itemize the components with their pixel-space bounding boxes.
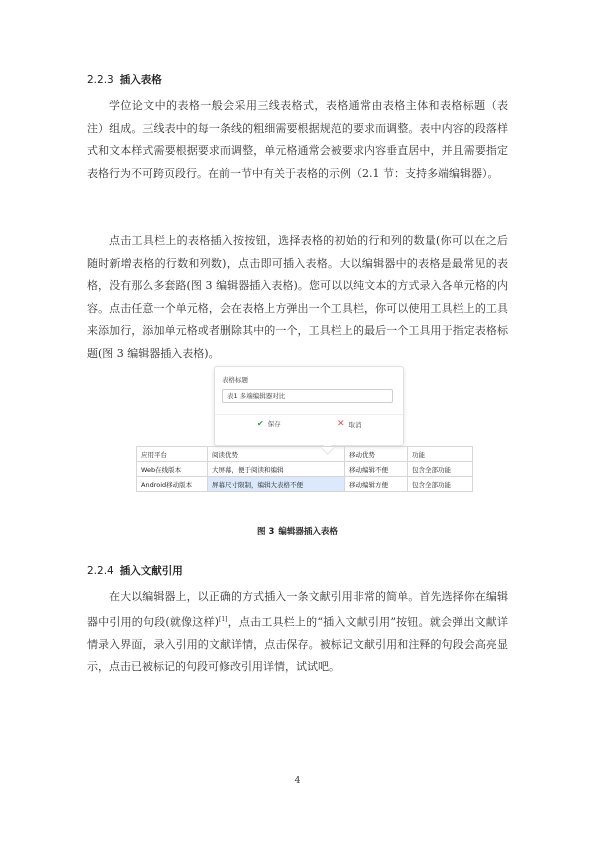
page-number: 4 bbox=[294, 776, 301, 786]
table-cell[interactable]: Android移动版本 bbox=[137, 477, 208, 492]
table-header-row bbox=[137, 447, 473, 462]
caption-input[interactable]: 表1 多端编辑器对比 bbox=[222, 389, 393, 403]
popup-title: 表格标题 bbox=[222, 376, 248, 384]
paragraph-table-insert: 点击工具栏上的表格插入按按钮，选择表格的初始的行和列的数量(你可以在之后随时新增表格的行数和列数)，点击即可插入表格。大以编辑器中的表格是最常见的表格，没有那么多套路(图 3 编辑器插入表格)。您可以以纯文本的方式录入各单元格的内容。点击任意一个单元格，会在表格上方弹出一个工具栏，你可以使用工具栏上的工具来添加行，添加单元格或者删除其中的一个，工具栏上的最后一个工具用于指定表格标题(图 3 编辑器插入表格)。 bbox=[87, 234, 508, 360]
section-number: 2.2.4 bbox=[87, 565, 114, 577]
check-icon: ✔ bbox=[257, 419, 264, 428]
caption-label: 图 3 bbox=[257, 527, 275, 537]
section-number: 2.2.3 bbox=[87, 74, 114, 86]
cancel-label: 取消 bbox=[348, 420, 362, 429]
figure-editor-insert-table bbox=[136, 360, 476, 515]
comparison-table bbox=[136, 446, 473, 492]
section-heading-2-2-3 bbox=[87, 72, 162, 87]
table-header-cell[interactable]: 功能 bbox=[408, 447, 473, 462]
cancel-button[interactable] bbox=[337, 419, 362, 429]
section-heading-2-2-4 bbox=[87, 563, 183, 578]
popup-divider bbox=[215, 414, 403, 415]
table-cell[interactable]: 移动编辑不便 bbox=[345, 462, 408, 477]
table-cell[interactable]: 包含全部功能 bbox=[408, 462, 473, 477]
table-cell[interactable]: 包含全部功能 bbox=[408, 477, 473, 492]
save-label: 保存 bbox=[267, 420, 281, 428]
table-caption-popup bbox=[214, 366, 404, 446]
table-cell-selected[interactable]: 屏幕尺寸限制，编辑大表格不便 bbox=[208, 477, 345, 492]
paragraph-text: ，点击工具栏上的“插入文献引用”按钮。就会弹出文献详情录入界面，录入引用的文献详情，点击保存。被标记文献引用和注释的句段会高亮显示，点击已被标记的句段可修改引用详情，试试吧。 bbox=[87, 615, 508, 674]
caption-text: 编辑器插入表格 bbox=[278, 527, 338, 537]
save-button[interactable] bbox=[257, 419, 281, 428]
figure-caption bbox=[0, 525, 595, 537]
table-row bbox=[137, 477, 473, 492]
section-title: 插入文献引用 bbox=[119, 565, 183, 577]
table-cell[interactable]: 移动编辑方便 bbox=[345, 477, 408, 492]
table-cell[interactable]: 大屏幕，便于阅读和编辑 bbox=[208, 462, 345, 477]
table-cell[interactable]: Web在线版本 bbox=[137, 462, 208, 477]
table-header-cell[interactable]: 应用平台 bbox=[137, 447, 208, 462]
paragraph-citation bbox=[87, 586, 508, 679]
section-title: 插入表格 bbox=[119, 74, 162, 86]
paragraph-text: 在大以编辑器上，以正确的方式插入一条文献引用非常的简单。首先选择你在编辑器中引用的句段(就像这样) bbox=[87, 590, 508, 629]
table-row bbox=[137, 462, 473, 477]
paragraph-table-intro: 学位论文中的表格一般会采用三线表格式，表格通常由表格主体和表格标题（表注）组成。三线表中的每一条线的粗细需要根据规范的要求而调整。表中内容的段落样式和文本样式需要根据要求而调整，单元格通常会被要求内容垂直居中，并且需要指定表格行为不可跨页段行。在前一节中有关于表格的示例（2.1 节：支持多端编辑器）。 bbox=[87, 99, 508, 180]
citation-marker[interactable]: [1] bbox=[219, 615, 228, 623]
table-header-cell[interactable]: 移动优势 bbox=[345, 447, 408, 462]
close-icon: ✕ bbox=[337, 419, 345, 429]
table-header-cell[interactable]: 阅读优势 bbox=[208, 447, 345, 462]
